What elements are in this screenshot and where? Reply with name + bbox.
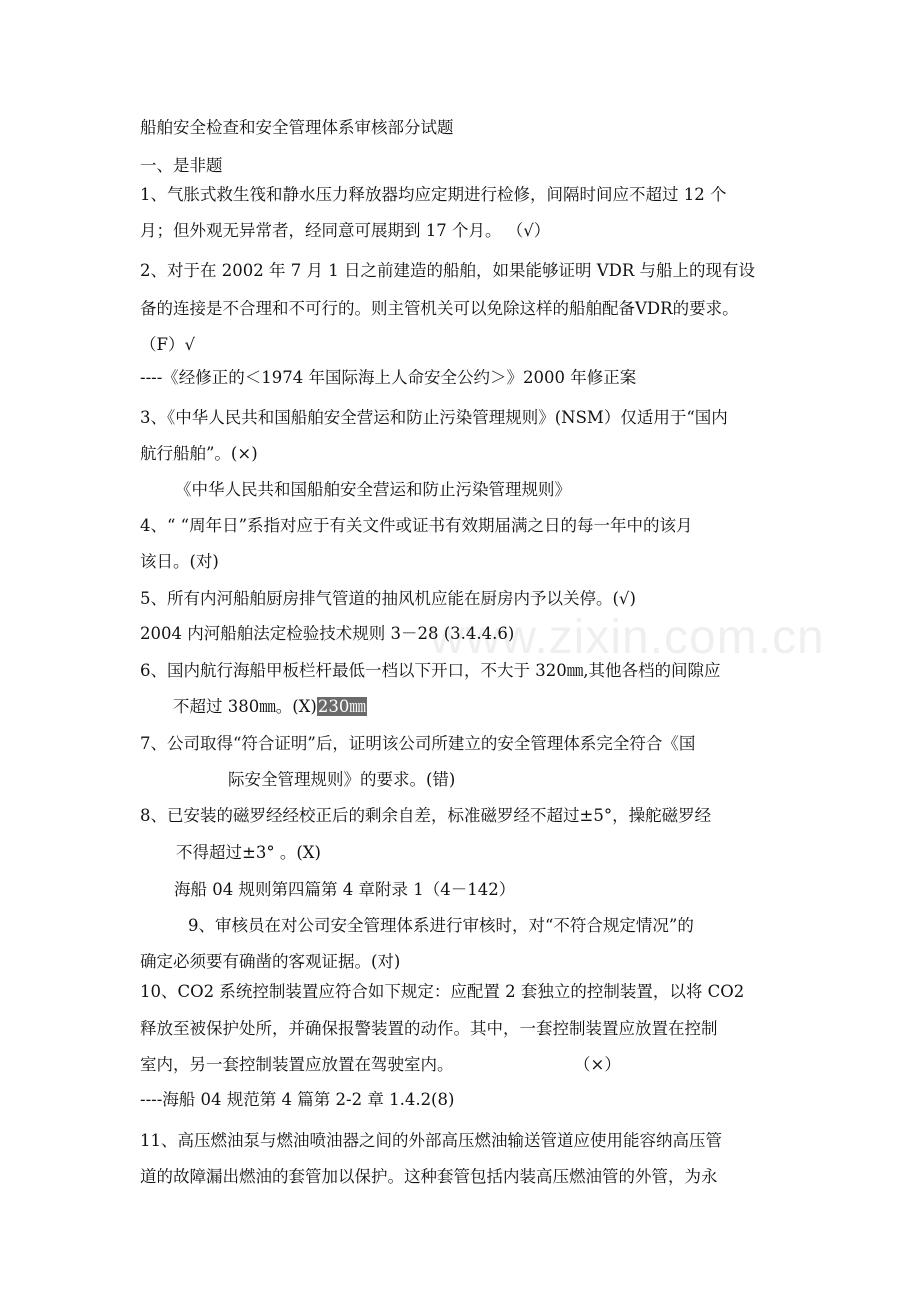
question-10-line-2: 释放至被保护处所，并确保报警装置的动作。其中，一套控制装置应放置在控制: [140, 1019, 718, 1038]
question-4-line-2: 该日。(对): [140, 552, 219, 571]
question-3-line-1: 3、《中华人民共和国船舶安全营运和防止污染管理规则》(NSM）仅适用于“国内: [140, 408, 728, 427]
question-9-line-1: 9、审核员在对公司安全管理体系进行审核时，对“不符合规定情况”的: [188, 916, 694, 935]
question-2-line-3: （F）√: [140, 335, 195, 354]
question-8-line-2: 不得超过±3° 。(X): [176, 843, 321, 862]
question-2-line-2: 备的连接是不合理和不可行的。则主管机关可以免除这样的船舶配备VDR的要求。: [140, 299, 739, 318]
question-10-line-1: 10、CO2 系统控制装置应符合如下规定：应配置 2 套独立的控制装置，以将 CO2: [140, 982, 745, 1001]
question-1-line-2: 月；但外观无异常者，经同意可展期到 17 个月。 （√）: [140, 221, 551, 240]
question-4-line-1: 4、“ “周年日”系指对应于有关文件或证书有效期届满之日的每一年中的该月: [140, 516, 693, 535]
question-6-line-2: [173, 696, 367, 718]
question-5-line-1: 5、所有内河船舶厨房排气管道的抽风机应能在厨房内予以关停。(√): [140, 589, 636, 608]
watermark: www.zixin.com.cn: [430, 611, 825, 664]
section-heading: 一、是非题: [140, 156, 223, 175]
question-10-line-3: 室内，另一套控制装置应放置在驾驶室内。: [140, 1055, 454, 1074]
question-3-reference: 《中华人民共和国船舶安全营运和防止污染管理规则》: [175, 480, 571, 499]
question-7-line-1: 7、公司取得“符合证明”后，证明该公司所建立的安全管理体系完全符合《国: [140, 734, 696, 753]
question-2-reference: ----《经修正的＜1974 年国际海上人命安全公约＞》2000 年修正案: [140, 368, 637, 387]
highlighted-note: 230㎜: [317, 697, 366, 716]
question-8-reference: 海船 04 规则第四篇第 4 章附录 1（4－142）: [174, 880, 516, 899]
question-3-line-2: 航行船舶”。(×): [140, 444, 258, 463]
question-10-reference: ----海船 04 规范第 4 篇第 2-2 章 1.4.2(8): [140, 1090, 455, 1109]
question-6-line-1: 6、国内航行海船甲板栏杆最低一档以下开口，不大于 320㎜,其他各档的间隙应: [140, 661, 721, 680]
document-title: 船舶安全检查和安全管理体系审核部分试题: [140, 118, 454, 137]
question-9-line-2: 确定必须要有确凿的客观证据。(对): [140, 952, 401, 971]
question-8-line-1: 8、已安装的磁罗经经校正后的剩余自差，标准磁罗经不超过±5°，操舵磁罗经: [140, 806, 712, 825]
question-5-reference: 2004 内河船舶法定检验技术规则 3－28 (3.4.4.6): [140, 624, 515, 643]
question-10-answer: （×）: [574, 1055, 621, 1074]
question-11-line-2: 道的故障漏出燃油的套管加以保护。这种套管包括内装高压燃油管的外管，为永: [140, 1167, 718, 1186]
question-2-line-1: 2、对于在 2002 年 7 月 1 日之前建造的船舶，如果能够证明 VDR 与船上的现有设: [140, 261, 756, 280]
question-1-line-1: 1、气胀式救生筏和静水压力释放器均应定期进行检修，间隔时间应不超过 12 个: [140, 185, 727, 204]
question-11-line-1: 11、高压燃油泵与燃油喷油器之间的外部高压燃油输送管道应使用能容纳高压管: [140, 1131, 722, 1150]
question-6-text: 不超过 380㎜。(X): [173, 697, 317, 716]
question-7-line-2: 际安全管理规则》的要求。(错): [228, 770, 456, 789]
